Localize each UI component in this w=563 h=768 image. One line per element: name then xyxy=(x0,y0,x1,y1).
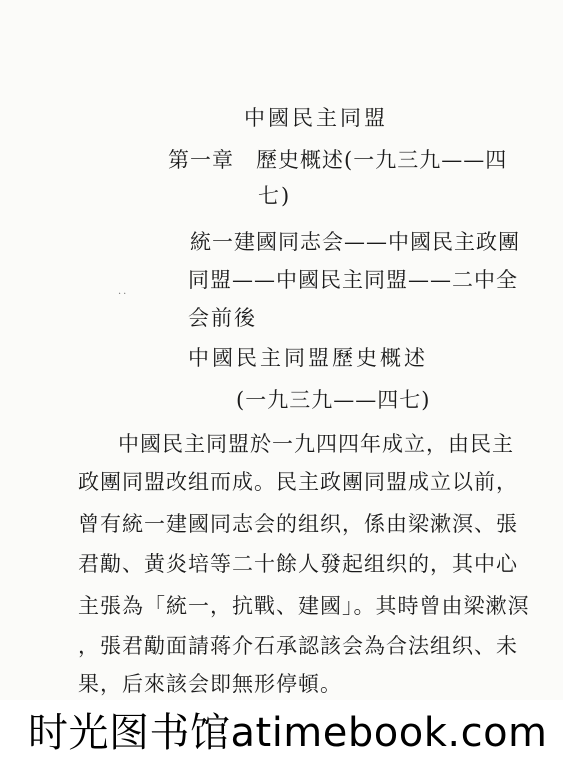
section-heading: 中國民主同盟歷史概述 xyxy=(188,346,428,370)
chapter-heading-line-2: 七) xyxy=(258,184,292,208)
section-years: (一九三九——四七) xyxy=(236,388,431,412)
body-line-7: 果，后來該会即無形停頓。 xyxy=(78,672,342,696)
chapter-subtitle-line-2: 同盟——中國民主同盟——二中全 xyxy=(188,268,518,292)
body-line-1: 中國民主同盟於一九四四年成立，由民主 xyxy=(118,432,514,456)
document-title: 中國民主同盟 xyxy=(244,106,388,130)
chapter-subtitle-line-3: 会前後 xyxy=(188,306,257,330)
body-line-5: 主張為「統一，抗戰、建國」。其時曾由梁漱溟 xyxy=(78,594,530,618)
chapter-heading-line-1: 第一章 歷史概述(一九三九——四 xyxy=(168,148,508,172)
margin-mark: .. xyxy=(118,286,129,297)
body-line-3: 曾有統一建國同志会的组织，係由梁漱溟、張 xyxy=(78,512,518,536)
body-line-6: ，張君勱面請蒋介石承認該会為合法组织、未 xyxy=(78,634,518,658)
body-line-2: 政團同盟改组而成。民主政團同盟成立以前， xyxy=(78,470,518,494)
body-line-4: 君勱、黄炎培等二十餘人發起组织的，其中心 xyxy=(78,552,518,576)
chapter-subtitle-line-1: 統一建國同志会——中國民主政團 xyxy=(190,230,520,254)
site-watermark: 时光图书馆atimebook.com xyxy=(28,710,548,756)
